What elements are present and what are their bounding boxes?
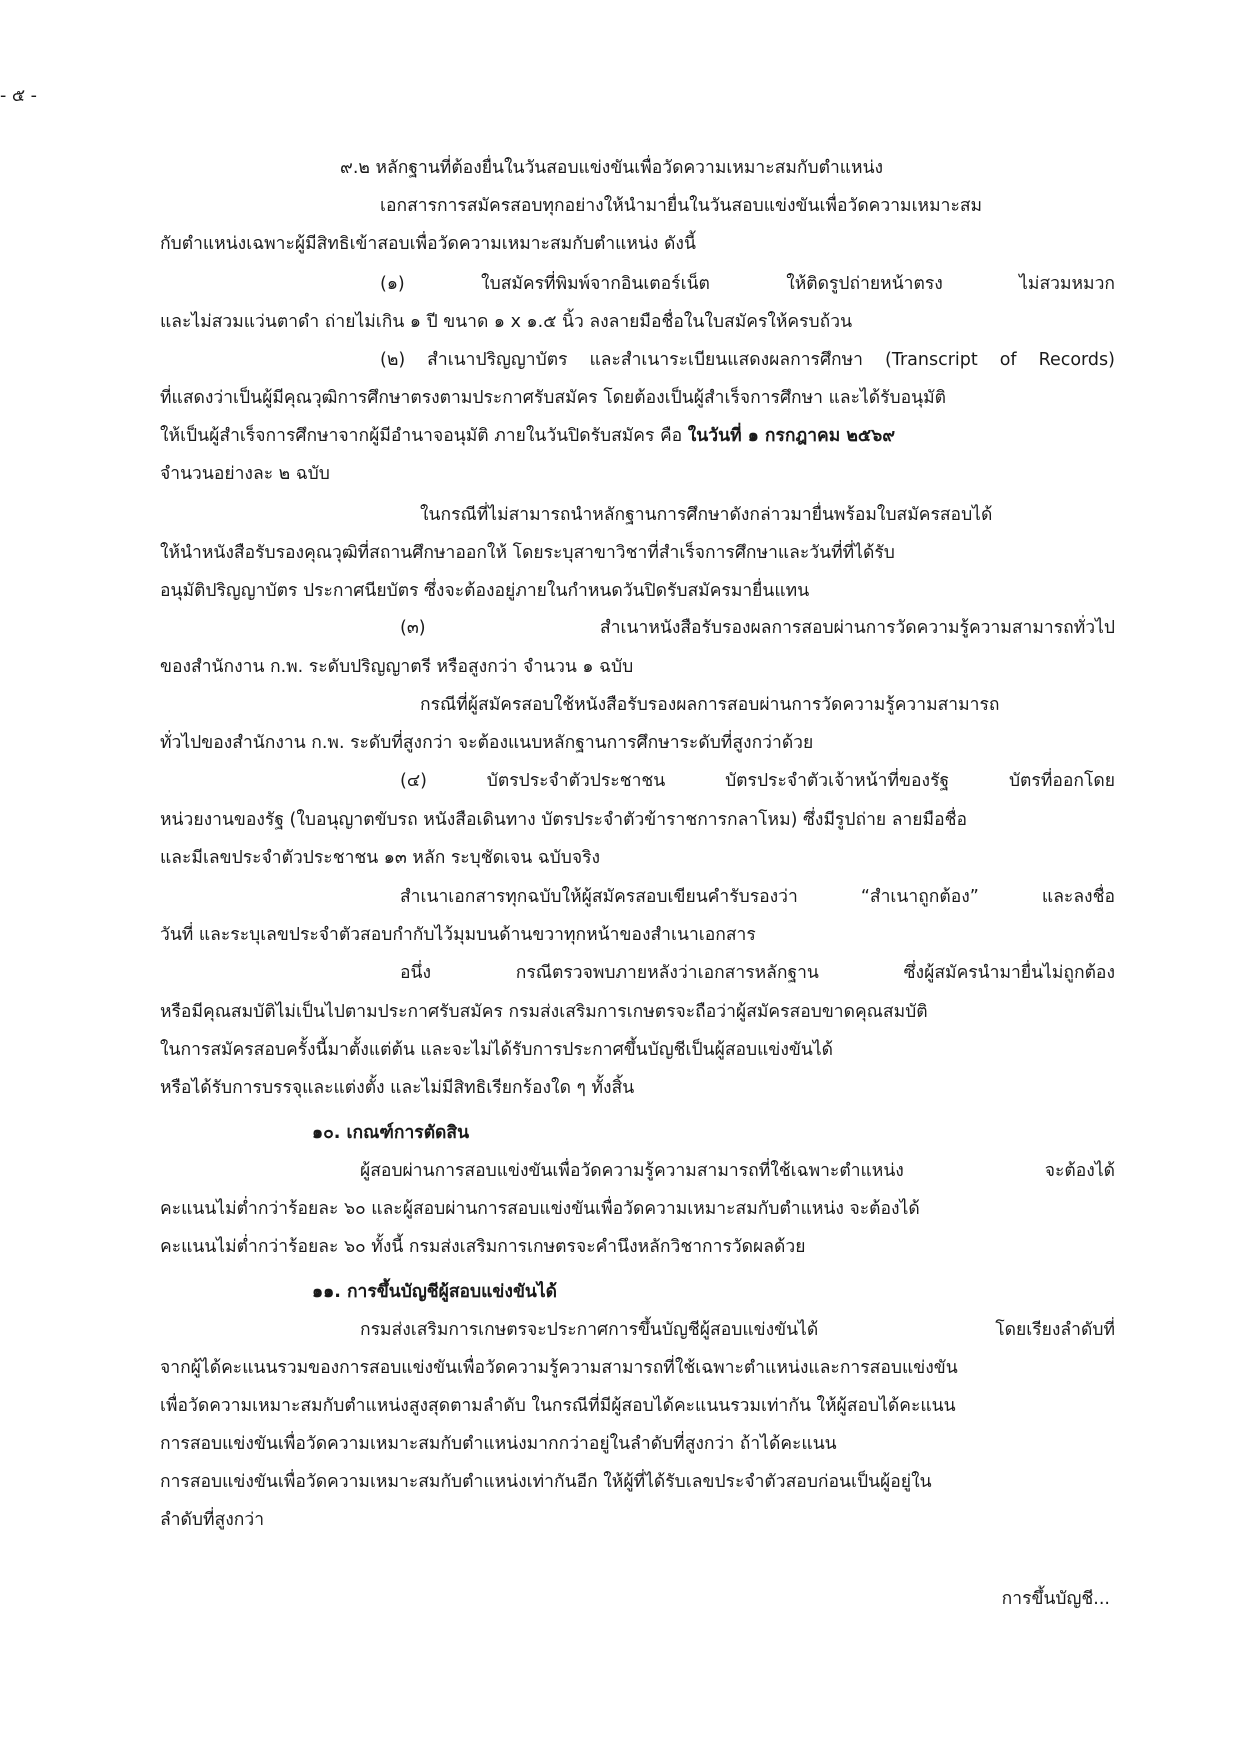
section-10-line: คะแนนไม่ต่ำกว่าร้อยละ ๖๐ และผู้สอบผ่านการสอบแข่งขันเพื่อวัดความเหมาะสมกับตำแหน่ง จะต้องได้ (160, 1199, 920, 1219)
item-2-line: จำนวนอย่างละ ๒ ฉบับ (160, 464, 330, 484)
section-10-line: ผู้สอบผ่านการสอบแข่งขันเพื่อวัดความรู้ความสามารถที่ใช้เฉพาะตำแหน่ง จะต้องได้ (360, 1161, 1115, 1181)
intro-line: กับตำแหน่งเฉพาะผู้มีสิทธิเข้าสอบเพื่อวัดความเหมาะสมกับตำแหน่ง ดังนี้ (160, 234, 696, 254)
item-2-line: (๒) สำเนาปริญญาบัตร และสำเนาระเบียนแสดงผลการศึกษา (Transcript of Records) (380, 350, 1115, 370)
item-1-line: (๑) ใบสมัครที่พิมพ์จากอินเตอร์เน็ต ให้ติดรูปถ่ายหน้าตรง ไม่สวมหมวก (380, 274, 1115, 294)
section-11-line: เพื่อวัดความเหมาะสมกับตำแหน่งสูงสุดตามลำดับ ในกรณีที่มีผู้สอบได้คะแนนรวมเท่ากัน ให้ผู้สอบได้คะแนน (160, 1396, 956, 1416)
continuation-note: การขึ้นบัญชี... (1001, 1589, 1110, 1609)
section-10-heading: ๑๐. เกณฑ์การตัดสิน (312, 1123, 470, 1143)
item-4-line: (๔) บัตรประจำตัวประชาชน บัตรประจำตัวเจ้าหน้าที่ของรัฐ บัตรที่ออกโดย (400, 771, 1115, 791)
warning-line: ในการสมัครสอบครั้งนี้มาตั้งแต่ต้น และจะไม่ได้รับการประกาศขึ้นบัญชีเป็นผู้สอบแข่งขันได้ (160, 1040, 834, 1060)
item-4-line: หน่วยงานของรัฐ (ใบอนุญาตขับรถ หนังสือเดินทาง บัตรประจำตัวข้าราชการกลาโหม) ซึ่งมีรูปถ่าย ลายมือชื่อ (160, 810, 967, 830)
section-11-line: การสอบแข่งขันเพื่อวัดความเหมาะสมกับตำแหน่งมากกว่าอยู่ในลำดับที่สูงกว่า ถ้าได้คะแนน (160, 1434, 837, 1454)
section-11-line: จากผู้ได้คะแนนรวมของการสอบแข่งขันเพื่อวัดความรู้ความสามารถที่ใช้เฉพาะตำแหน่งและการสอบแข่งขัน (160, 1358, 958, 1378)
item-2-deadline-text: ให้เป็นผู้สำเร็จการศึกษาจากผู้มีอำนาจอนุมัติ ภายในวันปิดรับสมัคร คือ (160, 426, 688, 446)
section-11-line: กรมส่งเสริมการเกษตรจะประกาศการขึ้นบัญชีผู้สอบแข่งขันได้ โดยเรียงลำดับที่ (360, 1320, 1115, 1340)
item-3-note-line: ทั่วไปของสำนักงาน ก.พ. ระดับที่สูงกว่า จะต้องแนบหลักฐานการศึกษาระดับที่สูงกว่าด้วย (160, 733, 814, 753)
item-2-note-line: ให้นำหนังสือรับรองคุณวุฒิที่สถานศึกษาออกให้ โดยระบุสาขาวิชาที่สำเร็จการศึกษาและวันที่ที่ได้รับ (160, 543, 895, 563)
warning-line: อนึ่ง กรณีตรวจพบภายหลังว่าเอกสารหลักฐาน ซึ่งผู้สมัครนำมายื่นไม่ถูกต้อง (400, 963, 1115, 983)
section-11-line: การสอบแข่งขันเพื่อวัดความเหมาะสมกับตำแหน่งเท่ากันอีก ให้ผู้ที่ได้รับเลขประจำตัวสอบก่อนเป็นผู้อยู่ใน (160, 1472, 932, 1492)
item-2-line (160, 428, 895, 446)
warning-line: หรือมีคุณสมบัติไม่เป็นไปตามประกาศรับสมัคร กรมส่งเสริมการเกษตรจะถือว่าผู้สมัครสอบขาดคุณสมบัติ (160, 1002, 928, 1022)
section-11-line: ลำดับที่สูงกว่า (160, 1510, 265, 1530)
warning-line: หรือได้รับการบรรจุและแต่งตั้ง และไม่มีสิทธิเรียกร้องใด ๆ ทั้งสิ้น (160, 1078, 635, 1098)
item-3-note-line: กรณีที่ผู้สมัครสอบใช้หนังสือรับรองผลการสอบผ่านการวัดความรู้ความสามารถ (420, 695, 1000, 715)
item-3-line: (๓) สำเนาหนังสือรับรองผลการสอบผ่านการวัดความรู้ความสามารถทั่วไป (400, 618, 1115, 638)
item-1-line: และไม่สวมแว่นตาดำ ถ่ายไม่เกิน ๑ ปี ขนาด ๑ x ๑.๕ นิ้ว ลงลายมือชื่อในใบสมัครให้ครบถ้วน (160, 312, 853, 332)
page-number: - ๕ - (0, 86, 37, 106)
item-2-deadline-date: ในวันที่ ๑ กรกฎาคม ๒๕๖๙ (687, 426, 896, 446)
item-2-note-line: ในกรณีที่ไม่สามารถนำหลักฐานการศึกษาดังกล่าวมายื่นพร้อมใบสมัครสอบได้ (420, 505, 993, 525)
section-10-line: คะแนนไม่ต่ำกว่าร้อยละ ๖๐ ทั้งนี้ กรมส่งเสริมการเกษตรจะคำนึงหลักวิชาการวัดผลด้วย (160, 1237, 806, 1257)
item-2-note-line: อนุมัติปริญญาบัตร ประกาศนียบัตร ซึ่งจะต้องอยู่ภายในกำหนดวันปิดรับสมัครมายื่นแทน (160, 581, 810, 601)
section-11-heading: ๑๑. การขึ้นบัญชีผู้สอบแข่งขันได้ (312, 1282, 558, 1302)
section-9-2-heading: ๙.๒ หลักฐานที่ต้องยื่นในวันสอบแข่งขันเพื่อวัดความเหมาะสมกับตำแหน่ง (340, 158, 884, 178)
copy-note-line: สำเนาเอกสารทุกฉบับให้ผู้สมัครสอบเขียนคำรับรองว่า “สำเนาถูกต้อง” และลงชื่อ (400, 887, 1115, 907)
copy-note-line: วันที่ และระบุเลขประจำตัวสอบกำกับไว้มุมบนด้านขวาทุกหน้าของสำเนาเอกสาร (160, 925, 756, 945)
item-2-line: ที่แสดงว่าเป็นผู้มีคุณวุฒิการศึกษาตรงตามประกาศรับสมัคร โดยต้องเป็นผู้สำเร็จการศึกษา และได้รับอนุมัติ (160, 388, 947, 408)
item-4-line: และมีเลขประจำตัวประชาชน ๑๓ หลัก ระบุชัดเจน ฉบับจริง (160, 848, 601, 868)
intro-line: เอกสารการสมัครสอบทุกอย่างให้นำมายื่นในวันสอบแข่งขันเพื่อวัดความเหมาะสม (380, 196, 983, 216)
item-3-line: ของสำนักงาน ก.พ. ระดับปริญญาตรี หรือสูงกว่า จำนวน ๑ ฉบับ (160, 657, 634, 677)
